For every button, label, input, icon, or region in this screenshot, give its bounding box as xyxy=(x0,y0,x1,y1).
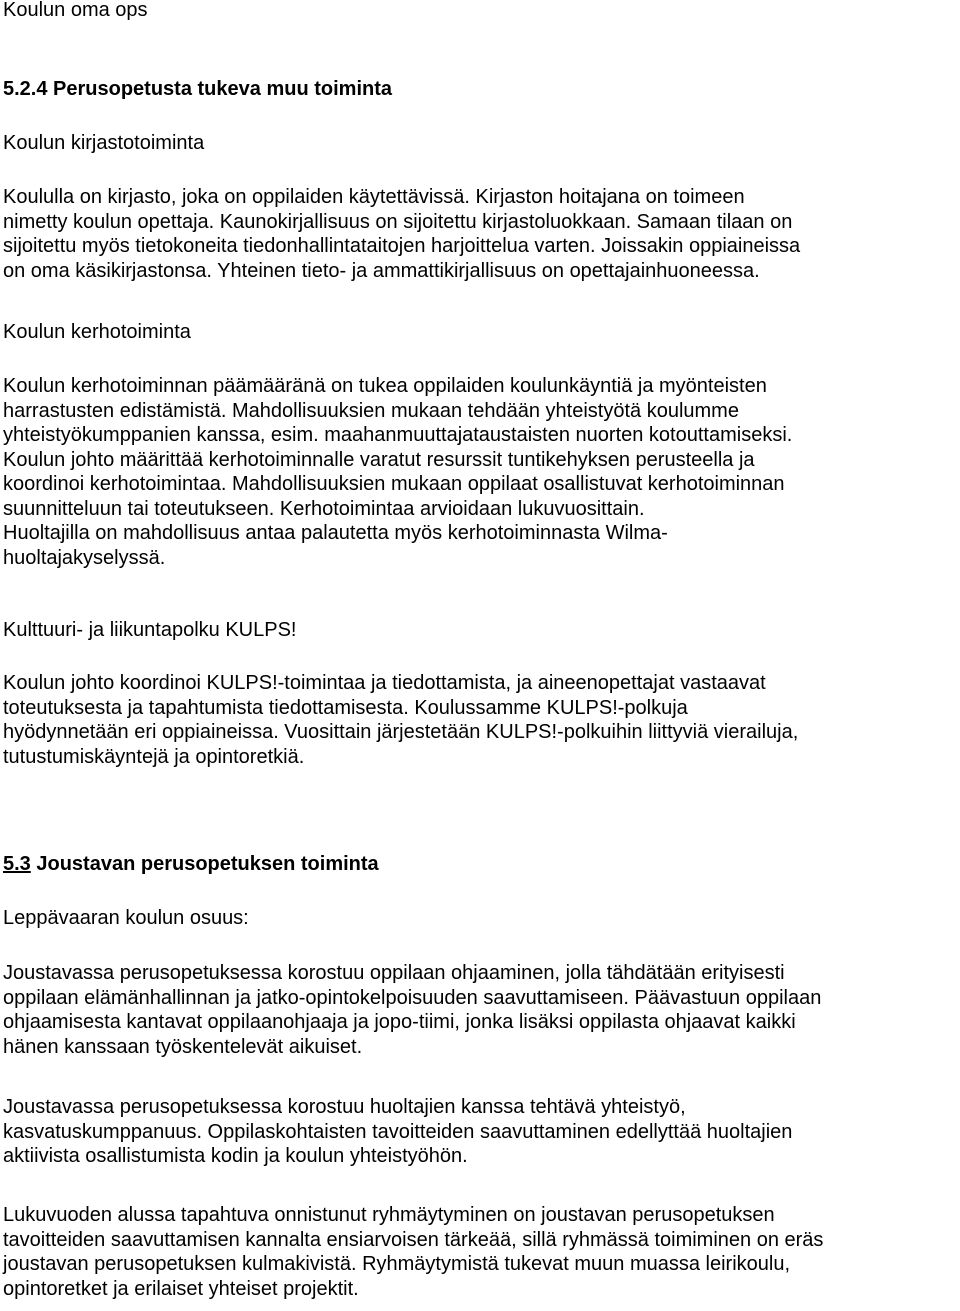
text-line: Koulun johto määrittää kerhotoiminnalle varatut resurssit tuntikehyksen perusteella ja xyxy=(3,448,755,471)
text-line: Joustavassa perusopetuksessa korostuu oppilaan ohjaaminen, jolla tähdätään erityisesti xyxy=(3,962,785,984)
text-line: oppilaan elämänhallinnan ja jatko-opintokelpoisuuden saavuttamiseen. Päävastuun oppilaan xyxy=(3,986,822,1009)
section-heading-5-3 xyxy=(3,852,379,876)
paragraph-kulps xyxy=(3,671,958,769)
text-line: Koulun johto koordinoi KULPS!-toimintaa ja tiedottamista, ja aineenopettajat vastaavat xyxy=(3,672,766,694)
text-line: hänen kanssaan työskentelevät aikuiset. xyxy=(3,1035,363,1058)
text-line: kasvatuskumppanuus. Oppilaskohtaisten tavoitteiden saavuttaminen edellyttää huoltajien xyxy=(3,1120,793,1143)
section-heading-5-2-4: 5.2.4 Perusopetusta tukeva muu toiminta xyxy=(3,78,392,100)
text-line: koordinoi kerhotoimintaa. Mahdollisuuksien mukaan oppilaat osallistuvat kerhotoiminnan xyxy=(3,473,785,495)
text-line: ohjaamisesta kantavat oppilaanohjaaja ja jopo-tiimi, jonka lisäksi oppilasta ohjaavat kaikki xyxy=(3,1011,796,1033)
text-line: sijoitettu myös tietokoneita tiedonhallintataitojen harjoittelua varten. Joissakin oppiaineissa xyxy=(3,235,801,257)
text-line: tavoitteiden saavuttamisen kannalta ensiarvoisen tärkeää, sillä ryhmässä toimiminen on eräs xyxy=(3,1228,824,1251)
text-line: hyödynnetään eri oppiaineissa. Vuosittain järjestetään KULPS!-polkuihin liittyviä vierailuja, xyxy=(3,721,799,743)
paragraph-library xyxy=(3,185,958,283)
paragraph-cooperation xyxy=(3,1095,958,1169)
text-line: suunnitteluun tai toteutukseen. Kerhotoimintaa arvioidaan lukuvuosittain. xyxy=(3,497,645,520)
school-part-label: Leppävaaran koulun osuus: xyxy=(3,907,249,929)
text-line: aktiivista osallistumista kodin ja koulun yhteistyöhön. xyxy=(3,1145,468,1167)
text-line: Koulun kerhotoiminnan päämääränä on tukea oppilaiden koulunkäyntiä ja myönteisten xyxy=(3,375,767,397)
subheading-library: Koulun kirjastotoiminta xyxy=(3,132,205,154)
text-line: Koululla on kirjasto, joka on oppilaiden käytettävissä. Kirjaston hoitajana on toimeen xyxy=(3,186,745,208)
section-heading-text: Joustavan perusopetuksen toiminta xyxy=(30,853,379,875)
section-number: 5.3 xyxy=(3,853,31,875)
paragraph-guidance xyxy=(3,961,958,1059)
document-title: Koulun oma ops xyxy=(3,0,148,21)
text-line: Joustavassa perusopetuksessa korostuu huoltajien kanssa tehtävä yhteistyö, xyxy=(3,1096,686,1118)
text-line: toteutuksesta ja tapahtumista tiedottamisesta. Koulussamme KULPS!-polkuja xyxy=(3,696,688,719)
text-line: nimetty koulun opettaja. Kaunokirjallisuus on sijoitettu kirjastoluokkaan. Samaan tilaan on xyxy=(3,210,793,233)
subheading-kulps: Kulttuuri- ja liikuntapolku KULPS! xyxy=(3,619,297,641)
text-line: Lukuvuoden alussa tapahtuva onnistunut ryhmäytyminen on joustavan perusopetuksen xyxy=(3,1204,775,1226)
text-line: opintoretket ja erilaiset yhteiset projektit. xyxy=(3,1277,359,1300)
subheading-clubs: Koulun kerhotoiminta xyxy=(3,321,191,343)
paragraph-clubs xyxy=(3,374,958,570)
text-line: huoltajakyselyssä. xyxy=(3,546,166,569)
text-line: on oma käsikirjastonsa. Yhteinen tieto- ja ammattikirjallisuus on opettajainhuoneessa. xyxy=(3,259,760,282)
paragraph-group-formation xyxy=(3,1203,958,1301)
text-line: tutustumiskäyntejä ja opintoretkiä. xyxy=(3,745,305,768)
text-line: harrastusten edistämistä. Mahdollisuuksien mukaan tehdään yhteistyötä koulumme xyxy=(3,399,739,422)
text-line: Huoltajilla on mahdollisuus antaa palautetta myös kerhotoiminnasta Wilma- xyxy=(3,522,668,544)
text-line: joustavan perusopetuksen kulmakivistä. Ryhmäytymistä tukevat muun muassa leirikoulu, xyxy=(3,1253,791,1275)
text-line: yhteistyökumppanien kanssa, esim. maahanmuuttajataustaisten nuorten kotouttamiseksi. xyxy=(3,424,793,446)
